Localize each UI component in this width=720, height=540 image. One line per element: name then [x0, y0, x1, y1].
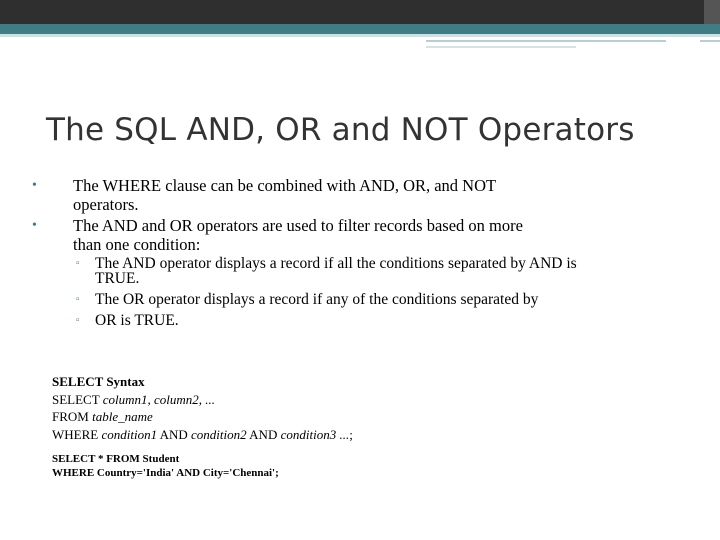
bullet-item: [28, 176, 688, 214]
bullet-line: The AND and OR operators are used to filter records based on more: [73, 216, 523, 235]
syntax-block: [52, 373, 353, 443]
bullet-line: than one condition:: [73, 235, 201, 254]
syntax-placeholder: condition1: [101, 426, 158, 442]
sub-bullet-line: OR is TRUE.: [95, 312, 179, 329]
syntax-punct: ;: [349, 426, 353, 442]
teal-band: [0, 24, 720, 34]
sub-bullet-line: The OR operator displays a record if any of the conditions separated by: [95, 291, 539, 308]
syntax-line: [52, 408, 353, 426]
syntax-placeholder: condition2: [191, 426, 247, 442]
syntax-placeholder: table_name: [92, 409, 153, 424]
bullet-item: [28, 216, 688, 254]
example-line: SELECT * FROM Student: [52, 453, 180, 465]
decor-line: [426, 46, 576, 48]
syntax-placeholder: column1, column2, ...: [102, 391, 215, 407]
bullet-list: [28, 176, 688, 334]
sub-bullet-line: The AND operator displays a record if all the conditions separated by AND is: [95, 255, 577, 272]
decor-line: [426, 40, 666, 42]
syntax-line: [52, 391, 353, 409]
teal-band-light: [0, 34, 720, 37]
example-query: [52, 452, 279, 480]
slide-title: The SQL AND, OR and NOT Operators: [46, 112, 635, 148]
syntax-keyword: AND: [246, 426, 281, 442]
syntax-placeholder: condition3 ...: [280, 426, 350, 442]
sub-bullet-item: [28, 313, 688, 328]
syntax-keyword: SELECT: [52, 391, 103, 407]
bullet-dot-icon: •: [32, 178, 37, 193]
sub-bullet-item: [28, 292, 688, 307]
square-bullet-icon: ▫: [76, 258, 80, 269]
syntax-line: [52, 426, 353, 444]
top-bar: [0, 0, 720, 24]
decor-line: [700, 40, 720, 42]
bullet-dot-icon: •: [32, 218, 37, 233]
square-bullet-icon: ▫: [76, 294, 80, 305]
syntax-header: SELECT Syntax: [52, 374, 145, 389]
syntax-keyword: FROM: [52, 409, 93, 424]
top-bar-corner: [704, 0, 720, 24]
example-line: WHERE Country='India' AND City='Chennai';: [52, 467, 279, 479]
syntax-keyword: AND: [157, 426, 192, 442]
sub-bullet-line: TRUE.: [95, 270, 140, 287]
sub-bullet-list: [28, 256, 688, 328]
syntax-keyword: WHERE: [52, 426, 102, 442]
sub-bullet-item: [28, 256, 688, 286]
bullet-line: operators.: [73, 195, 139, 214]
square-bullet-icon: ▫: [76, 315, 80, 326]
bullet-line: The WHERE clause can be combined with AND, OR, and NOT: [73, 176, 497, 195]
